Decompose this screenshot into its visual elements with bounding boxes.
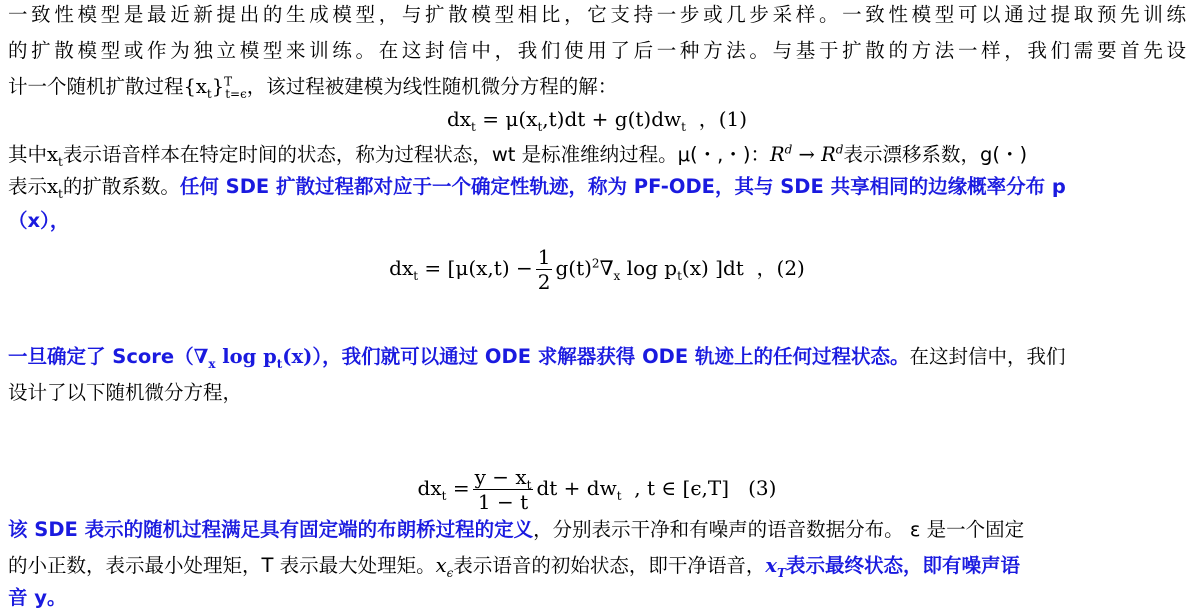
paragraph-3-line-2: 设计了以下随机微分方程， [8, 381, 243, 404]
paragraph-2-line-2-plain: 的扩散系数。 [62, 175, 180, 198]
paragraph-4-line-2-plain-a: 的小正数，表示最小处理矩，T 表示最大处理矩。 [8, 554, 436, 577]
paragraph-2-highlight: 任何 SDE 扩散过程都对应于一个确定性轨迹，称为 PF-ODE，其与 SDE 共享相同的边缘概率分布 p [179, 175, 1066, 198]
x-T-notation: $x_T$ [765, 554, 786, 580]
paragraph-1-line-3-text: 计一个随机扩散过程 [8, 75, 184, 98]
paragraph-3-plain: 在这封信中，我们 [909, 345, 1066, 368]
paragraph-3-highlight-end: ），我们就可以通过 ODE 求解器获得 ODE 轨迹上的任何过程状态。 [312, 345, 910, 368]
paragraph-2-line-2: 表示$x_t$的扩散系数。任何 SDE 扩散过程都对应于一个确定性轨迹，称为 PF-ODE，其与 SDE 共享相同的边缘概率分布 p [8, 175, 1066, 201]
paragraph-2-line-1-text-mid: 表示语音样本在特定时间的状态，称为过程状态，wt 是标准维纳过程。μ(・,・)： [62, 143, 770, 166]
paragraph-1-line-3-text-end: ，该过程被建模为线性随机微分方程的解： [246, 75, 618, 98]
drift-domain-notation: $R^d \to R^d$ [769, 142, 844, 166]
paragraph-4-line-2-plain-b: 表示语音的初始状态，即干净语音， [453, 554, 766, 577]
paragraph-2-line-2-text: 表示 [8, 175, 48, 198]
paragraph-4-line-1-plain: ，分别表示干净和有噪声的语音数据分布。 ε 是一个固定 [533, 518, 1025, 541]
paragraph-1-line-2: 的扩散模型或作为独立模型来训练。在这封信中，我们使用了后一种方法。与基于扩散的方法一样，我们需要首先设 [8, 39, 1186, 62]
equation-2: $dx_t = [\mu(x,t)$ − $\frac{1}{2}$ $g(t)^2\nabla_x$ $\log p_t(x)$ ]dt ，(2) [389, 245, 805, 294]
equation-3-label: (3) [748, 476, 777, 500]
paragraph-2-line-1-text: 其中 [8, 143, 48, 166]
paragraph-4-highlight: 该 SDE 表示的随机过程满足具有固定端的布朗桥过程的定义 [8, 518, 534, 541]
equation-1-label: ，(1) [698, 107, 748, 131]
paragraph-2-line-3: （x）， [8, 209, 70, 232]
paragraph-1-line-3 [8, 72, 1186, 102]
equation-3: $dx_t$ = $\frac{y - x_t}{1 - t}$ dt + $dw_t$ , t ∈ [ϵ,T] (3) [417, 465, 777, 514]
paragraph-2-line-1-text-end: 表示漂移系数，g(・) [843, 143, 1028, 166]
paragraph-2-line-1: 其中$x_t$表示语音样本在特定时间的状态，称为过程状态，wt 是标准维纳过程。μ(・,・)：$R^d \to R^d$表示漂移系数，g(・) [8, 142, 1028, 169]
x-epsilon-notation: $x_\epsilon$ [435, 554, 454, 580]
paragraph-1-line-1: 一致性模型是最近新提出的生成模型，与扩散模型相比，它支持一步或几步采样。一致性模型可以通过提取预先训练 [8, 3, 1186, 26]
paragraph-3-line-1 [8, 342, 1186, 372]
fraction-y-minus-x: $\frac{y - x_t}{1 - t}$ [474, 465, 532, 514]
equation-2-label: ，(2) [756, 256, 805, 280]
fraction-one-half: $\frac{1}{2}$ [537, 245, 551, 294]
process-notation: $\{x_t\}^T_{t=\epsilon}$ [183, 74, 247, 101]
paragraph-4-line-2 [8, 551, 1186, 581]
paragraph-4-line-2-bold: 表示最终状态，即有噪声语 [785, 554, 1020, 577]
equation-1: $dx_t = \mu(x_t,t)dt + g(t)dw_t$ ，(1) [446, 107, 748, 134]
paragraph-3-highlight-start: 一旦确定了 Score（ [8, 345, 194, 368]
score-notation: $\nabla_x$ $\log p_t(x)$ [193, 345, 313, 371]
paragraph-4-line-3: 音 y。 [8, 586, 67, 609]
paragraph-4-line-1 [8, 515, 1186, 545]
